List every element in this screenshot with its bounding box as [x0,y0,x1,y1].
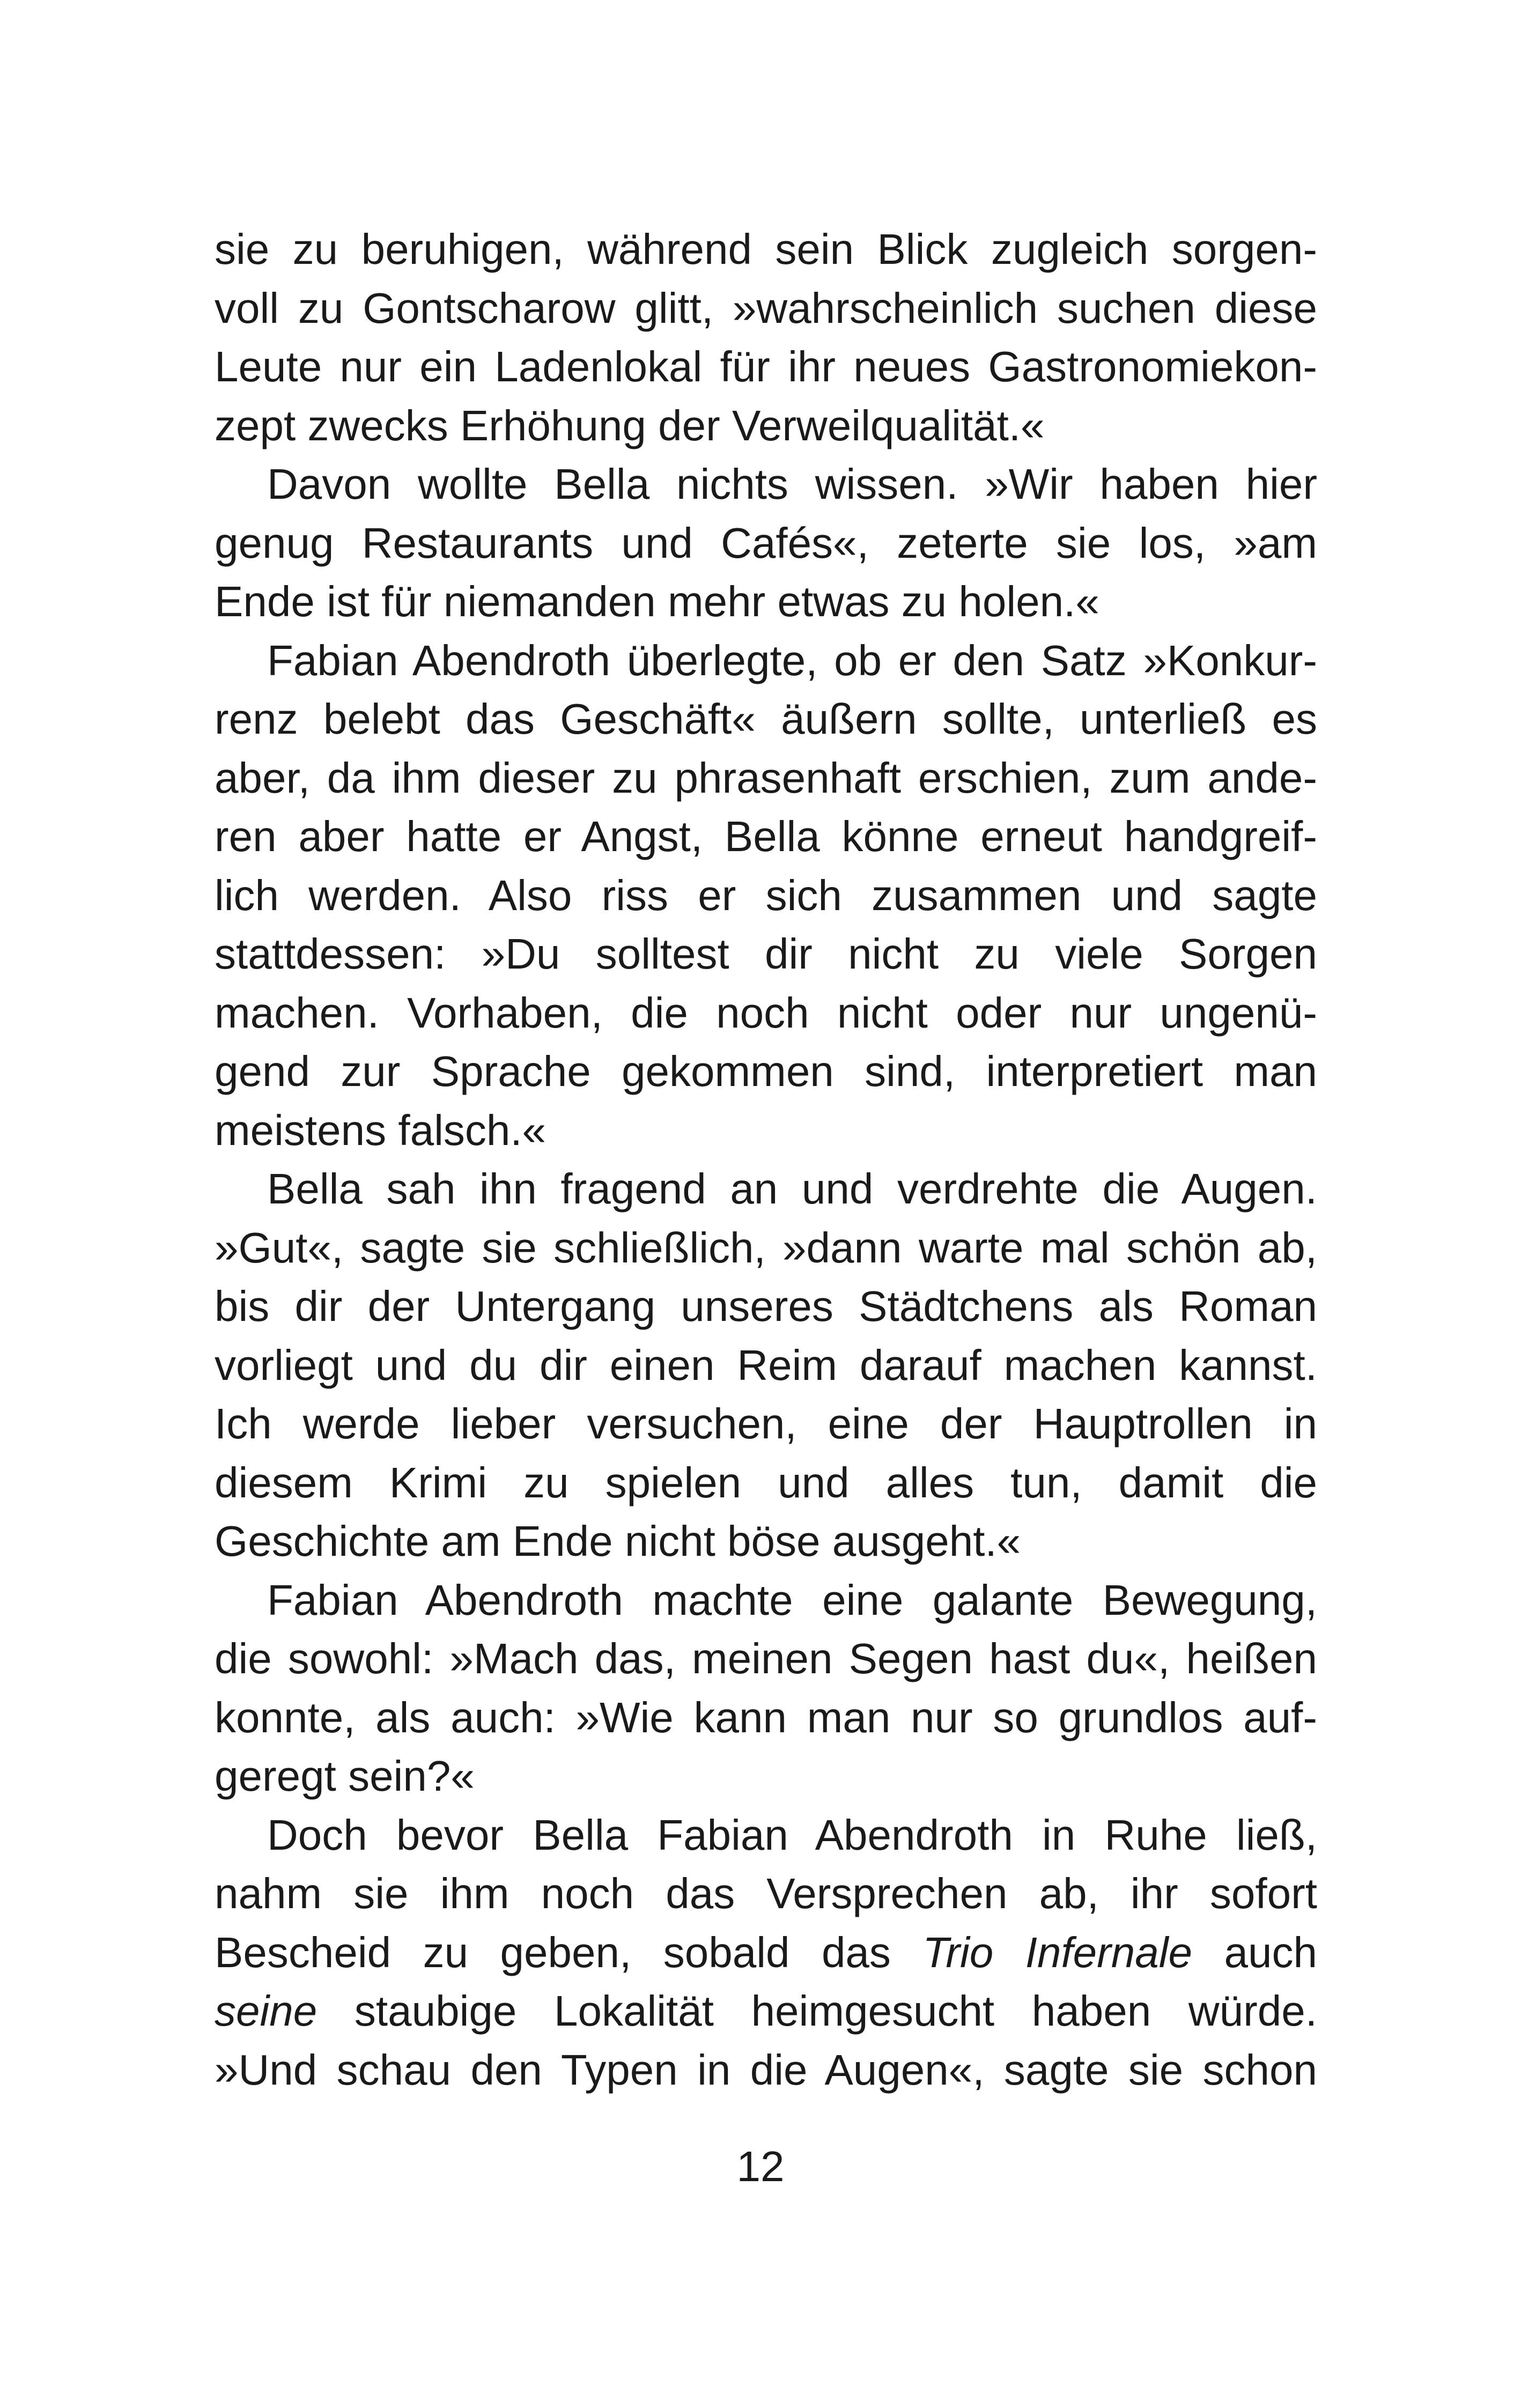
text-line: Davon wollte Bella nichts wissen. »Wir haben hier [267,460,1317,508]
text-line: gend zur Sprache gekommen sind, interpretiert man [215,1047,1317,1095]
text-line: voll zu Gontscharow glitt, »wahrscheinlich suchen diese [215,284,1317,332]
text-line: Leute nur ein Ladenlokal für ihr neues Gastronomiekon- [215,343,1317,390]
text-line: Bella sah ihn fragend an und verdrehte die Augen. [267,1165,1317,1213]
text-line: stattdessen: »Du solltest dir nicht zu viele Sorgen [215,930,1317,978]
text-line: die sowohl: »Mach das, meinen Segen hast du«, heißen [215,1635,1317,1682]
text-line: lich werden. Also riss er sich zusammen und sagte [215,871,1317,919]
text-line: Fabian Abendroth überlegte, ob er den Satz »Konkur- [267,636,1317,684]
text-line: »Und schau den Typen in die Augen«, sagte sie schon [215,2045,1317,2094]
page-number: 12 [736,2143,785,2190]
text-line: konnte, als auch: »Wie kann man nur so grundlos auf- [215,1693,1317,1741]
text-line: zept zwecks Erhöhung der Verweilqualität.« [215,401,1045,449]
text-line: Ende ist für niemanden mehr etwas zu holen.« [215,578,1099,625]
text-line: renz belebt das Geschäft« äußern sollte, unterließ es [215,695,1317,743]
text-line: diesem Krimi zu spielen und alles tun, damit die [215,1458,1317,1506]
body-text [215,220,1317,2099]
italic-text: Trio Infernale [922,1928,1193,1976]
text-line: ren aber hatte er Angst, Bella könne erneut handgreif- [215,812,1317,860]
italic-text: seine [215,1987,318,2035]
text-line: geregt sein?« [215,1752,475,1800]
text-line: seine staubige Lokalität heimgesucht haben würde. [215,1987,1317,2035]
text-line: sie zu beruhigen, während sein Blick zugleich sorgen- [215,225,1317,273]
text-line: Ich werde lieber versuchen, eine der Hauptrollen in [215,1400,1317,1447]
text-line: vorliegt und du dir einen Reim darauf machen kannst. [215,1341,1317,1389]
text-line: aber, da ihm dieser zu phrasenhaft erschien, zum ande- [215,754,1317,802]
text-line: Geschichte am Ende nicht böse ausgeht.« [215,1517,1021,1565]
text-line: genug Restaurants und Cafés«, zeterte sie los, »am [215,519,1317,567]
text-line: Bescheid zu geben, sobald das Trio Infernale auch [215,1928,1317,1976]
text-line: »Gut«, sagte sie schließlich, »dann warte mal schön ab, [215,1223,1317,1272]
text-line: nahm sie ihm noch das Versprechen ab, ihr sofort [215,1870,1317,1917]
text-line: bis dir der Untergang unseres Städtchens als Roman [215,1282,1317,1330]
text-line: Doch bevor Bella Fabian Abendroth in Ruhe ließ, [267,1811,1317,1859]
text-line: Fabian Abendroth machte eine galante Bewegung, [267,1576,1317,1624]
text-line: machen. Vorhaben, die noch nicht oder nur ungenü- [215,988,1317,1037]
text-line: meistens falsch.« [215,1106,547,1154]
